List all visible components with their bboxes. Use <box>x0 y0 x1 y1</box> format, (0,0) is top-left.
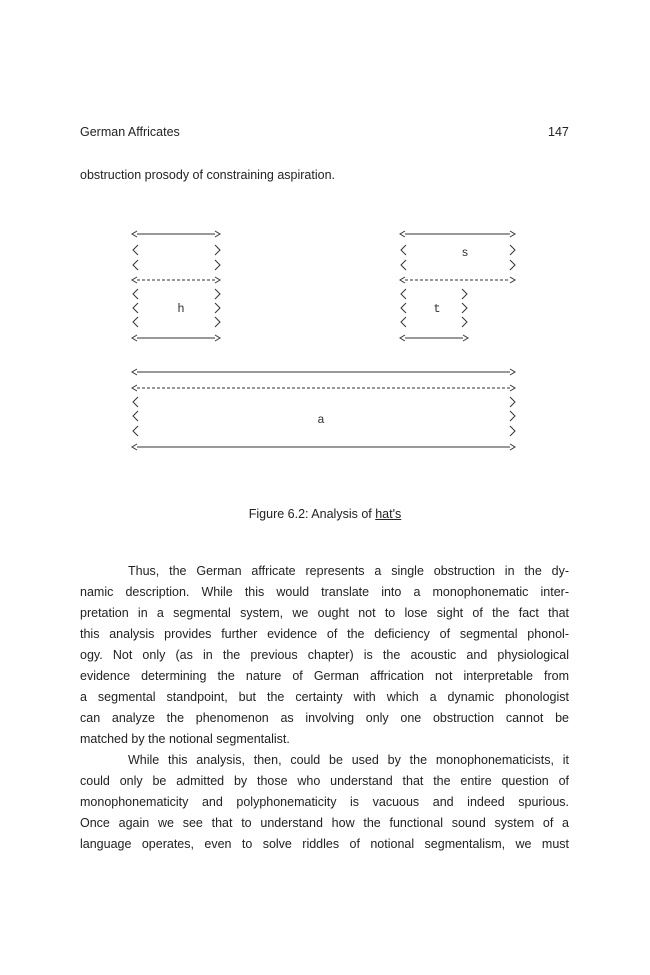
box-s <box>400 231 515 283</box>
body-line: evidence determining the nature of German affrication not interpretable from <box>80 669 569 683</box>
box-t-label: t <box>433 302 441 316</box>
body-line: a segmental standpoint, but the certainty with which a dynamic phonologist <box>80 690 569 704</box>
figure-caption <box>0 507 650 521</box>
body-line: ogy. Not only (as in the previous chapter) is the acoustic and physiological <box>80 648 569 662</box>
body-line: matched by the notional segmentalist. <box>80 732 290 746</box>
box-h-label: h <box>177 302 185 316</box>
page-number: 147 <box>548 125 569 139</box>
box-h <box>132 231 220 341</box>
body-line: can analyze the phenomenon as involving only one obstruction cannot be <box>80 711 569 725</box>
box-a-label: a <box>317 413 325 427</box>
opening-line: obstruction prosody of constraining aspiration. <box>80 168 336 182</box>
body-line: Once again we see that to understand how the functional sound system of a <box>80 816 569 830</box>
caption-prefix: Figure 6.2: Analysis of <box>248 507 376 521</box>
body-line: language operates, even to solve riddles of notional segmentalism, we must <box>80 837 569 851</box>
body-line: Thus, the German affricate represents a single obstruction in the dy- <box>128 564 569 578</box>
body-line: namic description. While this would translate into a monophonematic inter- <box>80 585 569 599</box>
body-line: this analysis provides further evidence of the deficiency of segmental phonol- <box>80 627 569 641</box>
caption-word: hat's <box>375 507 402 521</box>
box-s-label: s <box>461 246 469 260</box>
body-line: monophonematicity and polyphonematicity is vacuous and indeed spurious. <box>80 795 569 809</box>
running-head-title: German Affricates <box>80 125 180 139</box>
box-a <box>132 369 515 450</box>
body-line: could only be admitted by those who understand that the entire question of <box>80 774 569 788</box>
body-line: pretation in a segmental system, we ought not to lose sight of the fact that <box>80 606 569 620</box>
body-line: While this analysis, then, could be used by the monophonematicists, it <box>128 753 569 767</box>
